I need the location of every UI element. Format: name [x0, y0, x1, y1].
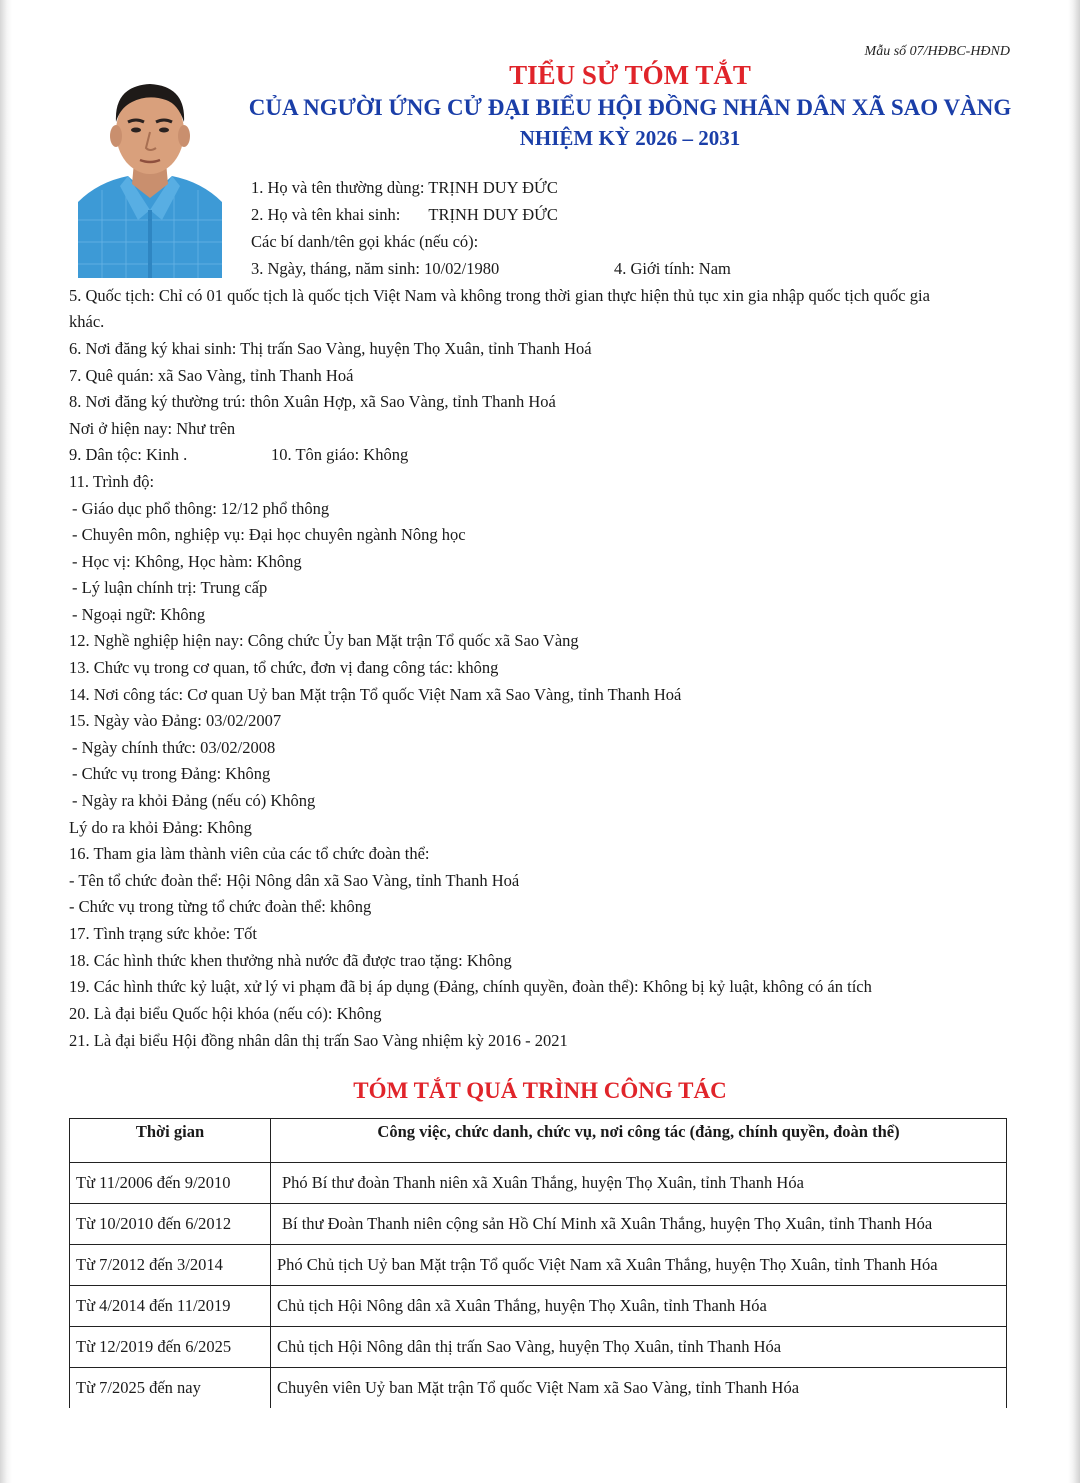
row-period: Từ 7/2012 đến 3/2014	[70, 1245, 271, 1286]
row-period: Từ 4/2014 đến 11/2019	[70, 1286, 271, 1327]
form-code: Mẫu số 07/HĐBC-HĐND	[864, 44, 1010, 59]
religion: 10. Tôn giáo: Không	[271, 445, 409, 464]
page-edge-right	[1068, 0, 1080, 1483]
row-period: Từ 12/2019 đến 6/2025	[70, 1327, 271, 1368]
row-period: Từ 7/2025 đến nay	[70, 1368, 271, 1409]
row-period: Từ 11/2006 đến 9/2010	[70, 1163, 271, 1204]
mass-org-name: - Tên tổ chức đoàn thể: Hội Nông dân xã Sao Vàng, tỉnh Thanh Hoá	[69, 871, 520, 890]
row-role: Bí thư Đoàn Thanh niên cộng sản Hồ Chí Minh xã Xuân Thắng, huyện Thọ Xuân, tỉnh Thanh Hóa	[271, 1204, 1007, 1245]
birth-name-row	[251, 204, 558, 226]
party-join-date: 15. Ngày vào Đảng: 03/02/2007	[69, 711, 282, 730]
column-header-role: Công việc, chức danh, chức vụ, nơi công tác (đảng, chính quyền, đoàn thể)	[271, 1119, 1007, 1163]
row-role: Chủ tịch Hội Nông dân thị trấn Sao Vàng, huyện Thọ Xuân, tỉnh Thanh Hóa	[271, 1327, 1007, 1368]
workplace: 14. Nơi công tác: Cơ quan Uỷ ban Mặt trận Tổ quốc Việt Nam xã Sao Vàng, tỉnh Thanh Hoá	[69, 685, 682, 704]
health-status: 17. Tình trạng sức khỏe: Tốt	[69, 924, 257, 943]
table-row	[70, 1368, 1007, 1409]
party-official-date: - Ngày chính thức: 03/02/2008	[72, 738, 276, 757]
occupation: 12. Nghề nghiệp hiện nay: Công chức Ủy ban Mặt trận Tổ quốc xã Sao Vàng	[69, 631, 579, 650]
row-role: Chủ tịch Hội Nông dân xã Xuân Thắng, huyện Thọ Xuân, tỉnh Thanh Hóa	[271, 1286, 1007, 1327]
row-role: Phó Chủ tịch Uỷ ban Mặt trận Tổ quốc Việt Nam xã Xuân Thắng, huyện Thọ Xuân, tỉnh Thanh Hóa	[271, 1245, 1007, 1286]
document-term: NHIỆM KỲ 2026 – 2031	[519, 126, 741, 150]
hometown: 7. Quê quán: xã Sao Vàng, tỉnh Thanh Hoá	[69, 366, 354, 385]
current-residence: Nơi ở hiện nay: Như trên	[69, 419, 236, 438]
table-row	[70, 1163, 1007, 1204]
row-role: Phó Bí thư đoàn Thanh niên xã Xuân Thắng, huyện Thọ Xuân, tỉnh Thanh Hóa	[271, 1163, 1007, 1204]
council-delegate: 21. Là đại biểu Hội đồng nhân dân thị trấn Sao Vàng nhiệm kỳ 2016 - 2021	[69, 1031, 568, 1050]
nationality-line1: 5. Quốc tịch: Chỉ có 01 quốc tịch là quốc tịch Việt Nam và không trong thời gian thực hiện thủ tục xin gia nhập quốc tịch quốc gia	[69, 286, 930, 305]
date-of-birth: 3. Ngày, tháng, năm sinh: 10/02/1980	[251, 259, 500, 278]
table-row	[70, 1286, 1007, 1327]
mass-org-title: 16. Tham gia làm thành viên của các tổ chức đoàn thể:	[69, 844, 430, 863]
work-history-header-row	[70, 1119, 1007, 1163]
birth-name-value: TRỊNH DUY ĐỨC	[428, 205, 558, 224]
party-leave-reason: Lý do ra khỏi Đảng: Không	[69, 818, 252, 837]
page-edge-left	[0, 0, 12, 1483]
gender: 4. Giới tính: Nam	[614, 259, 731, 278]
row-period: Từ 10/2010 đến 6/2012	[70, 1204, 271, 1245]
general-education: - Giáo dục phổ thông: 12/12 phổ thông	[72, 499, 330, 518]
current-position: 13. Chức vụ trong cơ quan, tổ chức, đơn vị đang công tác: không	[69, 658, 499, 677]
national-assembly-delegate: 20. Là đại biểu Quốc hội khóa (nếu có): Không	[69, 1004, 382, 1023]
common-name: 1. Họ và tên thường dùng: TRỊNH DUY ĐỨC	[251, 178, 558, 197]
work-history-title: TÓM TẮT QUÁ TRÌNH CÔNG TÁC	[353, 1078, 727, 1103]
discipline-record: 19. Các hình thức kỷ luật, xử lý vi phạm đã bị áp dụng (Đảng, chính quyền, đoàn thể): Không bị kỷ luật, không có án tích	[69, 977, 872, 996]
document-subtitle: CỦA NGƯỜI ỨNG CỬ ĐẠI BIỂU HỘI ĐỒNG NHÂN DÂN XÃ SAO VÀNG	[248, 95, 1012, 120]
nationality-line2: khác.	[69, 312, 105, 331]
candidate-portrait	[78, 70, 222, 278]
foreign-language: - Ngoại ngữ: Không	[72, 605, 206, 624]
birth-name-label: 2. Họ và tên khai sinh:	[251, 205, 401, 224]
birth-registration: 6. Nơi đăng ký khai sinh: Thị trấn Sao Vàng, huyện Thọ Xuân, tỉnh Thanh Hoá	[69, 339, 592, 358]
aliases: Các bí danh/tên gọi khác (nếu có):	[251, 232, 479, 251]
mass-org-position: - Chức vụ trong từng tổ chức đoàn thể: không	[69, 897, 372, 916]
party-leave-date: - Ngày ra khỏi Đảng (nếu có) Không	[72, 791, 316, 810]
political-theory: - Lý luận chính trị: Trung cấp	[72, 578, 268, 597]
academic-degree: - Học vị: Không, Học hàm: Không	[72, 552, 302, 571]
table-row	[70, 1245, 1007, 1286]
permanent-residence: 8. Nơi đăng ký thường trú: thôn Xuân Hợp, xã Sao Vàng, tỉnh Thanh Hoá	[69, 392, 556, 411]
education-title: 11. Trình độ:	[69, 472, 155, 491]
table-row	[70, 1327, 1007, 1368]
column-header-time: Thời gian	[70, 1119, 271, 1163]
table-row	[70, 1204, 1007, 1245]
ethnicity: 9. Dân tộc: Kinh .	[69, 445, 188, 464]
specialty: - Chuyên môn, nghiệp vụ: Đại học chuyên ngành Nông học	[72, 525, 466, 544]
work-history-table	[69, 1118, 1007, 1408]
document-title: TIỂU SỬ TÓM TẮT	[509, 60, 751, 90]
party-position: - Chức vụ trong Đảng: Không	[72, 764, 271, 783]
row-role: Chuyên viên Uỷ ban Mặt trận Tổ quốc Việt Nam xã Sao Vàng, tỉnh Thanh Hóa	[271, 1368, 1007, 1409]
state-awards: 18. Các hình thức khen thưởng nhà nước đã được trao tặng: Không	[69, 951, 512, 970]
